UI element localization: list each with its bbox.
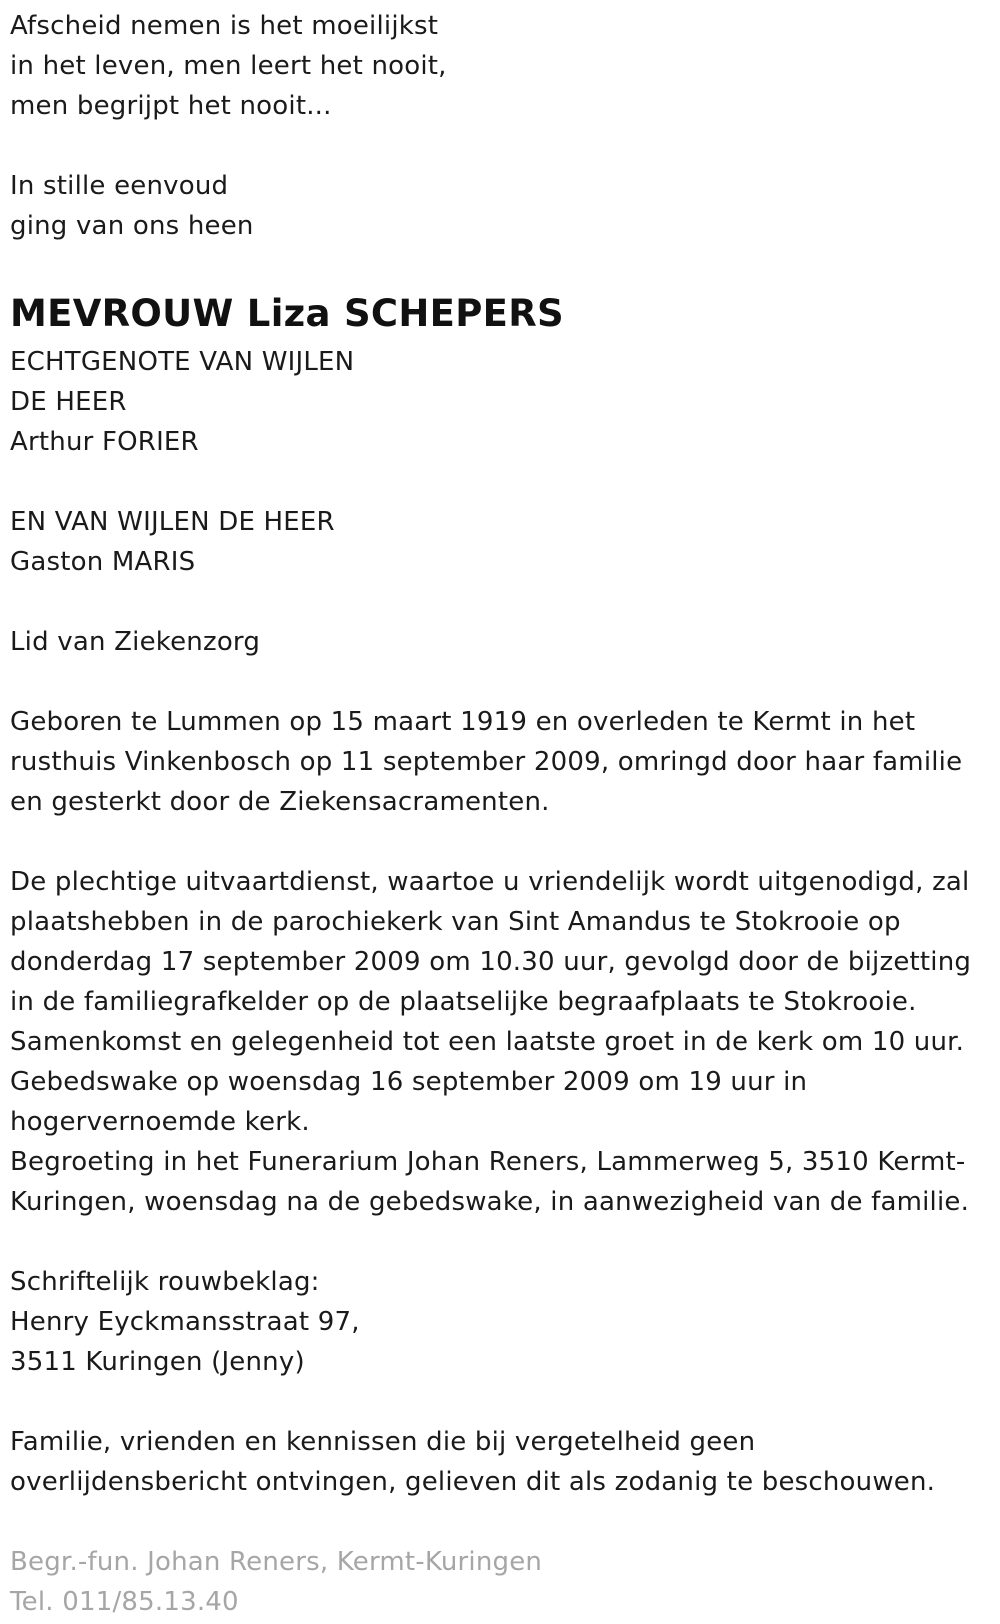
poem-line: Afscheid nemen is het moeilijkst xyxy=(10,11,439,41)
funeral-home-credit xyxy=(10,1542,995,1622)
spacer xyxy=(10,582,995,622)
spacer xyxy=(10,462,995,502)
funeral-home-phone: Tel. 011/85.13.40 xyxy=(10,1587,239,1617)
notice-paragraph xyxy=(10,1422,995,1502)
paragraph-line: in de familiegrafkelder op de plaatselijke begraafplaats te Stokrooie. xyxy=(10,987,917,1017)
paragraph-line: donderdag 17 september 2009 om 10.30 uur, gevolgd door de bijzetting xyxy=(10,947,972,977)
poem xyxy=(10,6,995,126)
birth-death-paragraph xyxy=(10,702,995,822)
funeral-home-name: Begr.-fun. Johan Reners, Kermt-Kuringen xyxy=(10,1547,543,1577)
paragraph-line: Familie, vrienden en kennissen die bij vergetelheid geen xyxy=(10,1427,756,1457)
paragraph-line: Gebedswake op woensdag 16 september 2009 om 19 uur in xyxy=(10,1067,808,1097)
paragraph-line: plaatshebben in de parochiekerk van Sint Amandus te Stokrooie op xyxy=(10,907,901,937)
address-line: 3511 Kuringen (Jenny) xyxy=(10,1347,305,1377)
spacer xyxy=(10,126,995,166)
spouse-name: Arthur FORIER xyxy=(10,427,199,457)
spacer xyxy=(10,1382,995,1422)
paragraph-line: en gesterkt door de Ziekensacramenten. xyxy=(10,787,550,817)
condolences-address xyxy=(10,1262,995,1382)
spouse-1 xyxy=(10,342,995,462)
spouse-name: Gaston MARIS xyxy=(10,547,196,577)
service-paragraph xyxy=(10,862,995,1222)
paragraph-line: Samenkomst en gelegenheid tot een laatste groet in de kerk om 10 uur. xyxy=(10,1027,965,1057)
intro xyxy=(10,166,995,246)
paragraph-line: overlijdensbericht ontvingen, gelieven dit als zodanig te beschouwen. xyxy=(10,1467,936,1497)
spacer xyxy=(10,1222,995,1262)
address-line: Henry Eyckmansstraat 97, xyxy=(10,1307,360,1337)
spouse-2 xyxy=(10,502,995,582)
spacer xyxy=(10,822,995,862)
paragraph-line: hogervernoemde kerk. xyxy=(10,1107,310,1137)
poem-line: in het leven, men leert het nooit, xyxy=(10,51,447,81)
poem-line: men begrijpt het nooit... xyxy=(10,91,332,121)
paragraph-line: De plechtige uitvaartdienst, waartoe u vriendelijk wordt uitgenodigd, zal xyxy=(10,867,970,897)
spouse-line: EN VAN WIJLEN DE HEER xyxy=(10,507,335,537)
intro-line: In stille eenvoud xyxy=(10,171,229,201)
spacer xyxy=(10,1502,995,1542)
intro-line: ging van ons heen xyxy=(10,211,254,241)
spacer xyxy=(10,662,995,702)
obituary-notice xyxy=(10,6,995,1622)
spacer xyxy=(10,246,995,286)
paragraph-line: rusthuis Vinkenbosch op 11 september 2009, omringd door haar familie xyxy=(10,747,963,777)
paragraph-line: Kuringen, woensdag na de gebedswake, in aanwezigheid van de familie. xyxy=(10,1187,970,1217)
address-line: Schriftelijk rouwbeklag: xyxy=(10,1267,320,1297)
spouse-line: ECHTGENOTE VAN WIJLEN xyxy=(10,347,355,377)
spouse-line: DE HEER xyxy=(10,387,127,417)
paragraph-line: Geboren te Lummen op 15 maart 1919 en overleden te Kermt in het xyxy=(10,707,916,737)
paragraph-line: Begroeting in het Funerarium Johan Reners, Lammerweg 5, 3510 Kermt- xyxy=(10,1147,966,1177)
deceased-name: MEVROUW Liza SCHEPERS xyxy=(10,292,564,335)
membership: Lid van Ziekenzorg xyxy=(10,627,261,657)
